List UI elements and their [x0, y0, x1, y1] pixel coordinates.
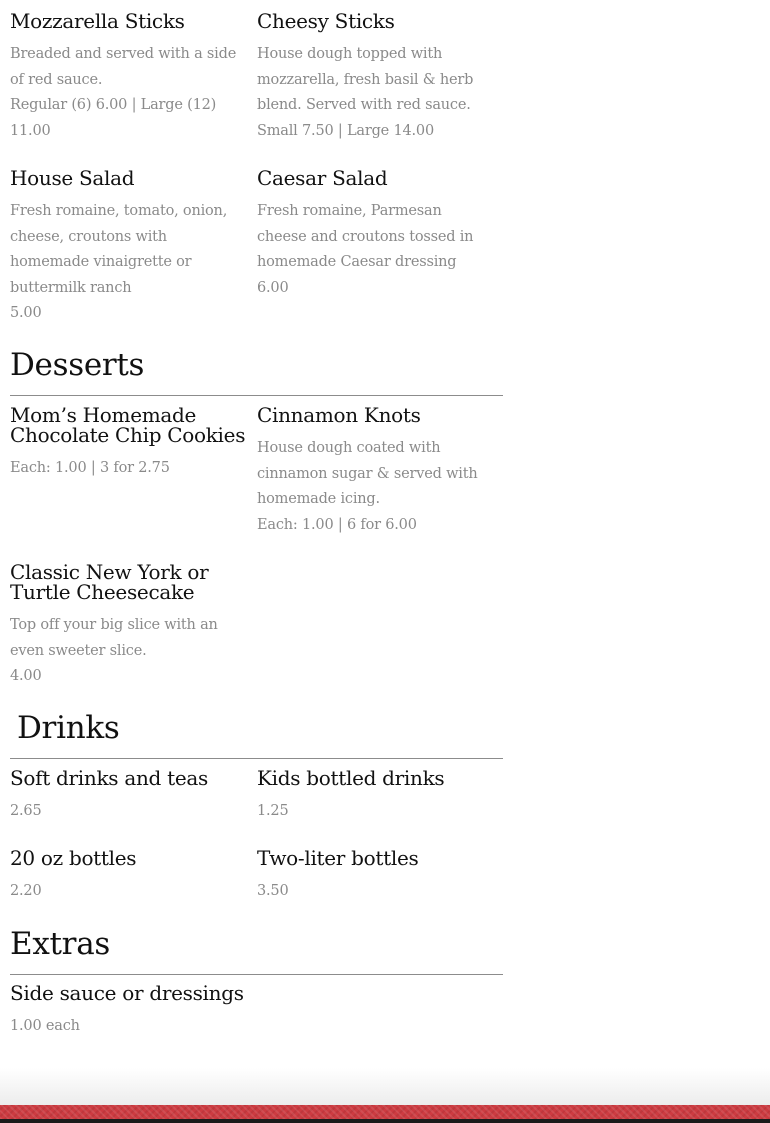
section-divider: [10, 758, 503, 759]
menu-item-cheesy-sticks: [257, 11, 489, 144]
section-divider: [10, 395, 503, 396]
item-name: Caesar Salad: [257, 166, 388, 190]
item-price: 4.00: [10, 668, 42, 684]
item-name: Two-liter bottles: [257, 846, 419, 870]
menu-item-two-liter-bottles: [257, 848, 489, 905]
item-description: House dough coated with cinnamon sugar & served with homemade icing.: [257, 440, 478, 507]
item-name: Kids bottled drinks: [257, 766, 445, 790]
menu-item-kids-bottled-drinks: [257, 768, 489, 825]
item-price: 1.00 each: [10, 1018, 80, 1034]
item-name: Mozzarella Sticks: [10, 9, 185, 33]
item-name: Cinnamon Knots: [257, 403, 421, 427]
footer-band: [0, 1105, 770, 1119]
item-price: 5.00: [10, 305, 42, 321]
menu-item-house-salad: [10, 168, 242, 327]
item-price: Small 7.50 | Large 14.00: [257, 122, 434, 139]
item-price: 3.50: [257, 883, 289, 899]
item-price: 6.00: [257, 279, 289, 296]
menu-item-cinnamon-knots: [257, 405, 489, 538]
menu-item-chocolate-chip-cookies: [10, 403, 246, 482]
footer-bottom-line: [0, 1119, 770, 1123]
item-price: 1.25: [257, 803, 289, 819]
item-name-line-1: Mom’s Homemade: [10, 403, 197, 427]
menu-item-side-sauce: [10, 983, 310, 1040]
menu-item-20oz-bottles: [10, 848, 242, 905]
item-name: Soft drinks and teas: [10, 766, 208, 790]
section-title-drinks: Drinks: [17, 710, 120, 746]
item-price: Each: 1.00 | 3 for 2.75: [10, 460, 170, 476]
item-description: Breaded and served with a side of red sauce.: [10, 46, 237, 88]
section-title-desserts: Desserts: [10, 347, 145, 383]
item-description: Fresh romaine, Parmesan cheese and croutons tossed in homemade Caesar dressing: [257, 203, 474, 270]
item-price: Each: 1.00 | 6 for 6.00: [257, 516, 417, 533]
item-name-line-2: Chocolate Chip Cookies: [10, 423, 246, 447]
menu-item-soft-drinks: [10, 768, 242, 825]
item-price: 2.65: [10, 803, 42, 819]
item-name: House Salad: [10, 166, 135, 190]
item-name-line-2: Turtle Cheesecake: [10, 580, 195, 604]
item-price: 2.20: [10, 883, 42, 899]
item-description: Fresh romaine, tomato, onion, cheese, croutons with homemade vinaigrette or buttermilk ranch: [10, 203, 228, 296]
section-divider: [10, 974, 503, 975]
item-name-line-1: Classic New York or: [10, 560, 209, 584]
item-name: Side sauce or dressings: [10, 981, 244, 1005]
section-title-extras: Extras: [10, 926, 110, 962]
item-name: Cheesy Sticks: [257, 9, 395, 33]
item-price: Regular (6) 6.00 | Large (12) 11.00: [10, 97, 217, 139]
menu-item-cheesecake: [10, 562, 242, 690]
item-description: House dough topped with mozzarella, fresh basil & herb blend. Served with red sauce.: [257, 46, 474, 113]
item-name: 20 oz bottles: [10, 846, 137, 870]
menu-item-mozzarella-sticks: [10, 11, 242, 144]
menu-item-caesar-salad: [257, 168, 489, 301]
footer-shadow: [0, 1068, 770, 1106]
item-description: Top off your big slice with an even sweeter slice.: [10, 617, 218, 659]
